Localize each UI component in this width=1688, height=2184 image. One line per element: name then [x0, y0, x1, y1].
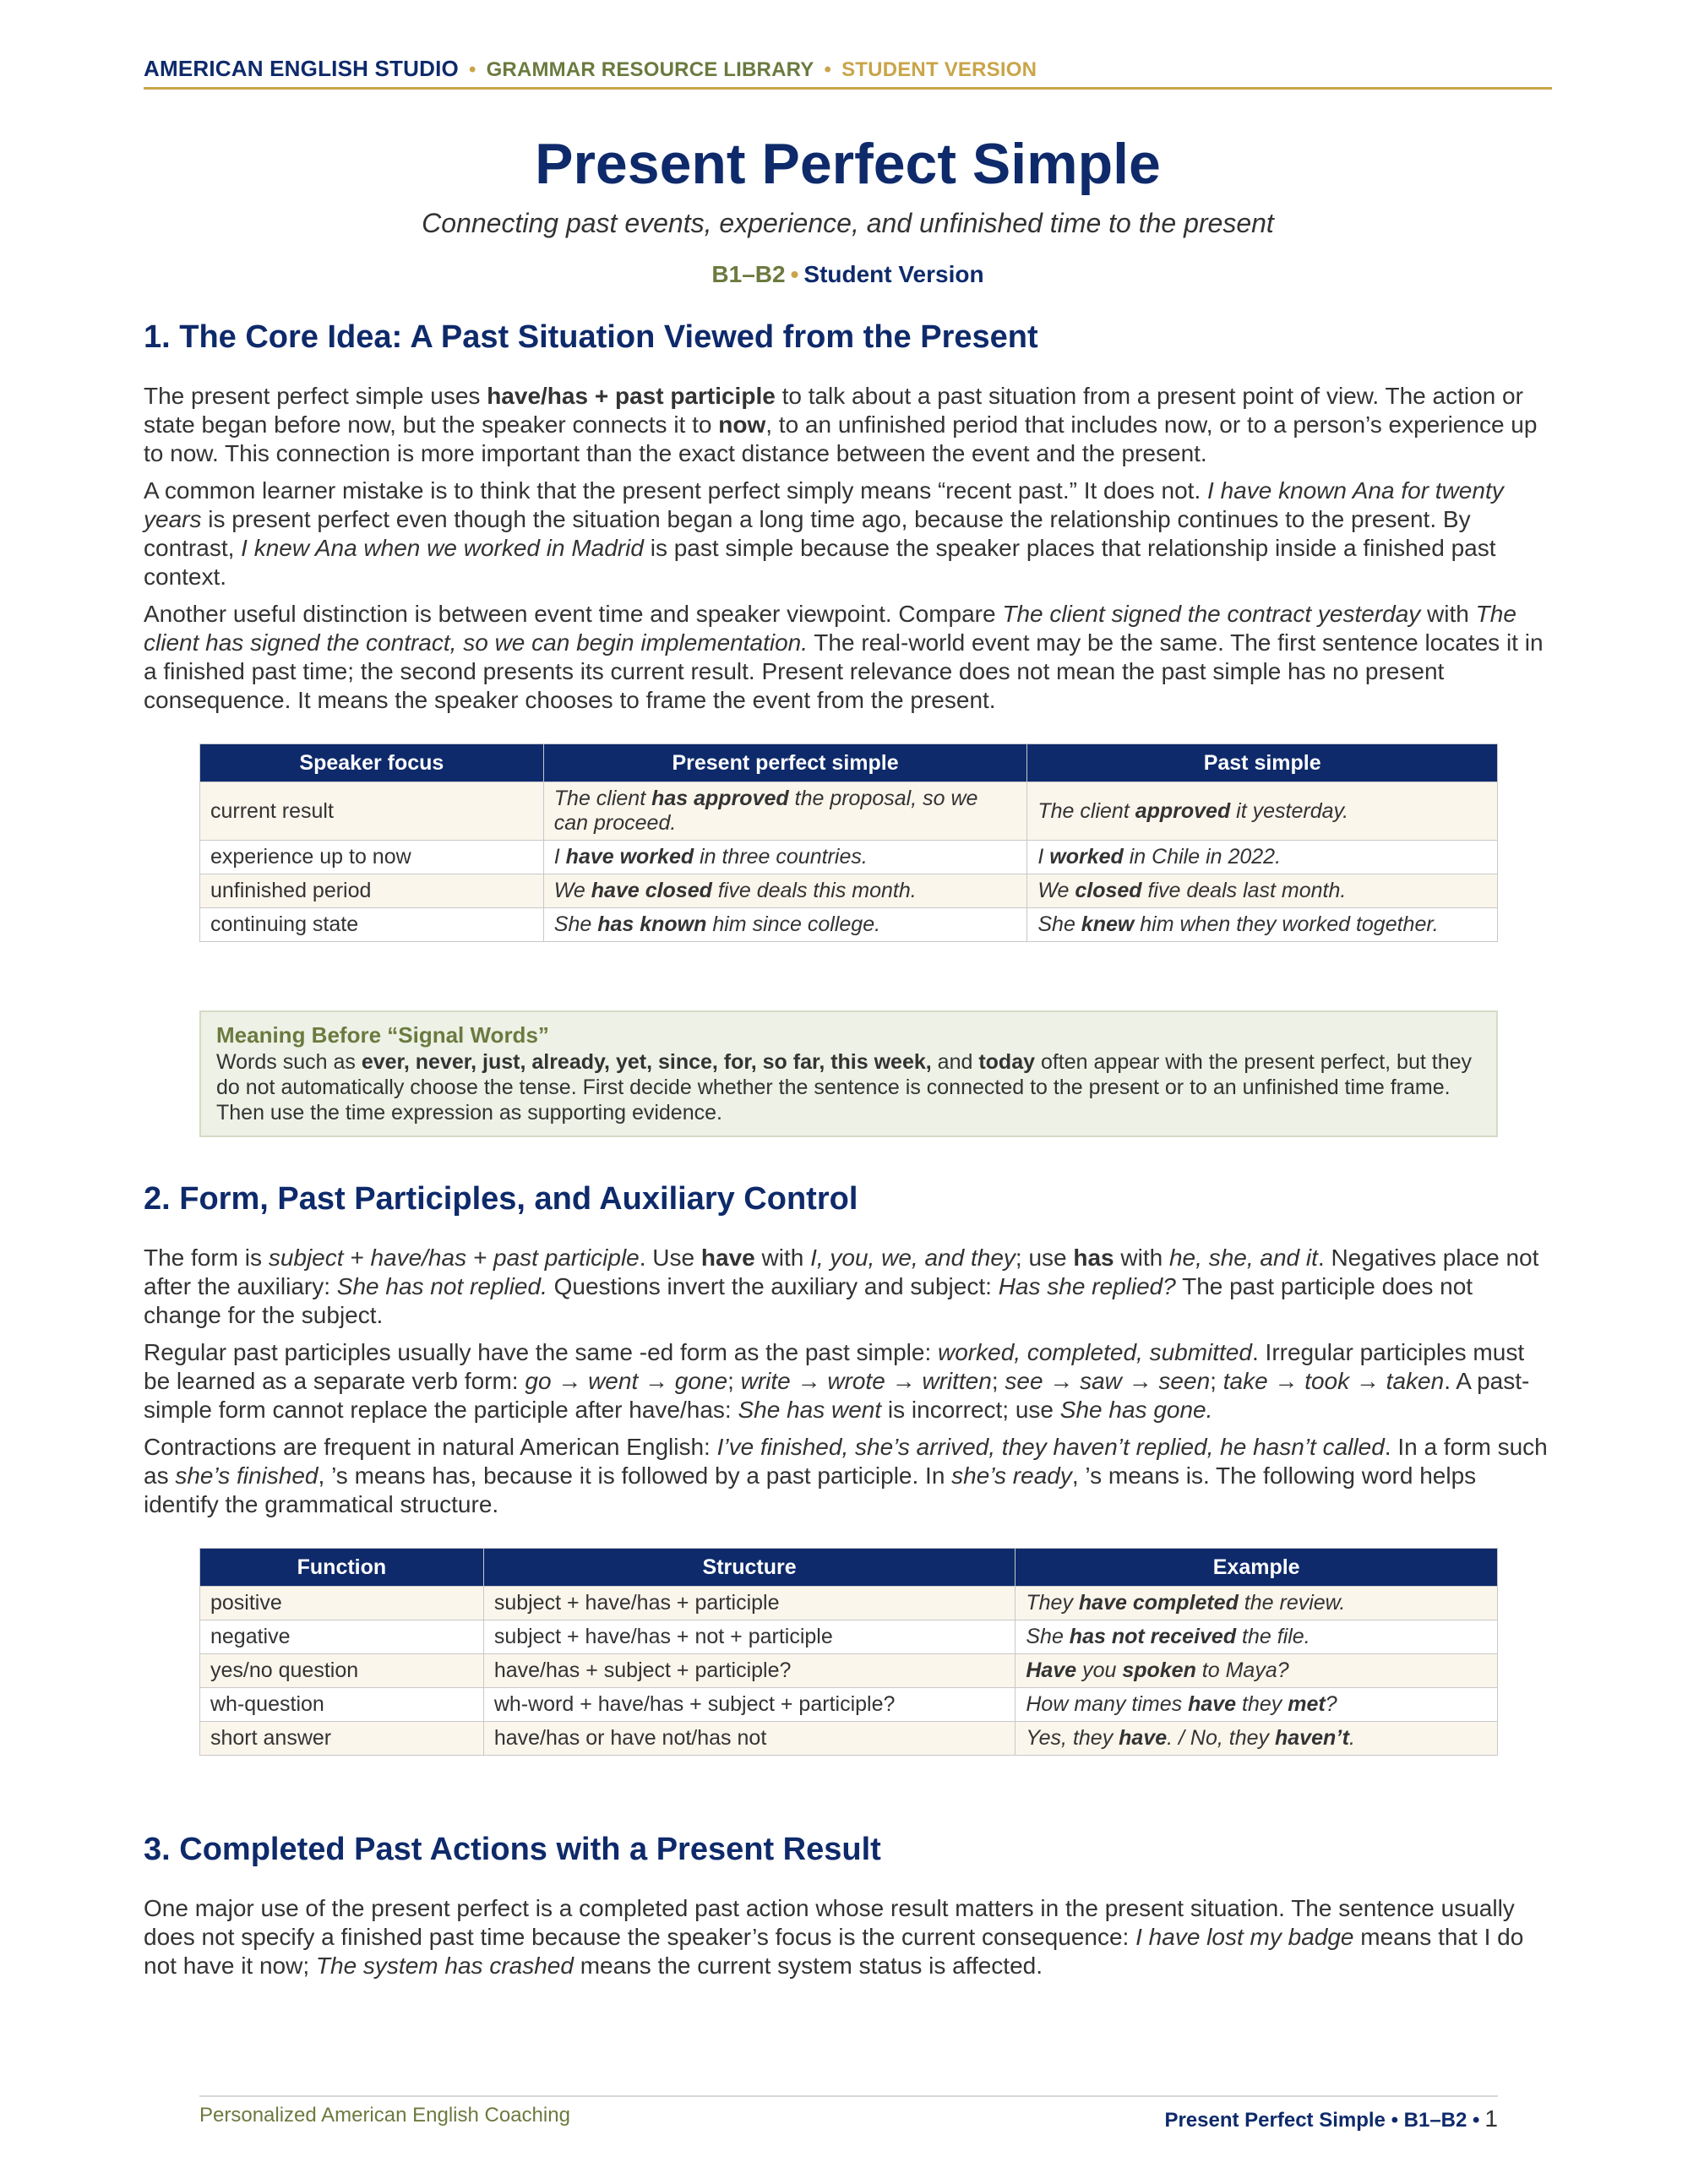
running-header — [144, 56, 1552, 90]
table-row — [200, 1587, 1498, 1620]
page-subtitle: Connecting past events, experience, and unfinished time to the present — [422, 208, 1274, 238]
bold-run: have/has + past participle — [487, 383, 776, 409]
example-cell: Have you spoken to Maya? — [1016, 1654, 1498, 1688]
focus-cell: current result — [200, 782, 544, 841]
paragraph — [144, 477, 1552, 591]
section-heading: 2. Form, Past Participles, and Auxiliary Control — [144, 1181, 858, 1217]
footer-doc-label: Present Perfect Simple • B1–B2 • 1 — [1164, 2105, 1498, 2132]
column-header: Speaker focus — [200, 744, 544, 782]
table-row — [200, 1620, 1498, 1654]
page-footer — [199, 2095, 1498, 2138]
structure-cell: subject + have/has + participle — [483, 1587, 1016, 1620]
italic-run: The client has signed the contract, so we can begin implementation. — [144, 601, 1516, 656]
function-cell: short answer — [200, 1722, 484, 1756]
structure-cell: wh-word + have/has + subject + participle? — [483, 1688, 1016, 1722]
paragraph: The form is subject + have/has + past participle. Use have with I, you, we, and they; use has with he, she, and it. Negatives place not after the auxiliary: She has not replied. Questions invert the auxiliary and subject: Has she replied? The past participle does not change for the subject. — [144, 1244, 1539, 1328]
past-simple-cell: She knew him when they worked together. — [1027, 908, 1498, 942]
example-cell: How many times have they met? — [1016, 1688, 1498, 1722]
brand-name: AMERICAN ENGLISH STUDIO — [144, 56, 459, 81]
function-cell: negative — [200, 1620, 484, 1654]
focus-cell: unfinished period — [200, 874, 544, 908]
footer-coaching-label: Personalized American English Coaching — [199, 2104, 570, 2127]
text-run: The real-world event may be the same. The first sentence locates it in a finished past time; the second presents its current result. Present relevance does not mean the past simple has no present consequence. It means the speaker chooses to frame the event from the present. — [144, 629, 1544, 713]
function-cell: wh-question — [200, 1688, 484, 1722]
focus-cell: experience up to now — [200, 841, 544, 874]
structure-cell: subject + have/has + not + participle — [483, 1620, 1016, 1654]
table-header-row — [200, 744, 1498, 782]
table-row — [200, 1722, 1498, 1756]
text-run: with — [1420, 601, 1476, 627]
section-1 — [144, 318, 1552, 723]
library-name: GRAMMAR RESOURCE LIBRARY — [486, 58, 814, 81]
focus-comparison-table — [199, 743, 1498, 942]
italic-run: The client signed the contract yesterday — [1002, 601, 1421, 627]
table-row — [200, 841, 1498, 874]
structure-cell: have/has or have not/has not — [483, 1722, 1016, 1756]
text-run: The present perfect simple uses — [144, 383, 487, 409]
paragraph — [144, 382, 1552, 468]
form-structure-table — [199, 1548, 1498, 1756]
italic-run: I have known Ana for twenty years — [144, 477, 1504, 532]
example-cell: They have completed the review. — [1016, 1587, 1498, 1620]
bold-run: now — [718, 411, 766, 438]
level-version: Student Version — [803, 261, 984, 287]
present-perfect-cell: I have worked in three countries. — [543, 841, 1027, 874]
header-separator: • — [468, 58, 476, 81]
paragraph: Contractions are frequent in natural American English: I’ve finished, she’s arrived, they haven’t replied, he hasn’t called. In a form such as she’s finished, ’s means has, because it is followed by a past participle. In she’s ready, ’s means is. The following word helps identify the grammatical structure. — [144, 1434, 1548, 1517]
text-run: A common learner mistake is to think that the present perfect simply means “recent past.” It does not. — [144, 477, 1208, 504]
italic-run: I knew Ana when we worked in Madrid — [241, 535, 644, 561]
present-perfect-cell: She has known him since college. — [543, 908, 1027, 942]
note-title: Meaning Before “Signal Words” — [216, 1022, 549, 1048]
level-badge — [144, 260, 1552, 289]
paragraph: Regular past participles usually have the same -ed form as the past simple: worked, completed, submitted. Irregular participles must be learned as a separate verb form: go → went → gone; write → wrote → written; see → saw → seen; take → took → taken. A past-simple form cannot replace the participle after have/has: She has went is incorrect; use She has gone. — [144, 1339, 1530, 1423]
table-row — [200, 874, 1498, 908]
paragraph: One major use of the present perfect is a completed past action whose result matters in the present situation. The sentence usually does not specify a finished past time because the speaker’s focus is the current consequence: I have lost my badge means that I do not have it now; The system has crashed means the current system status is affected. — [144, 1895, 1524, 1979]
table-header-row — [200, 1549, 1498, 1587]
past-simple-cell: The client approved it yesterday. — [1027, 782, 1498, 841]
note-box-wrap — [144, 1010, 1552, 1137]
present-perfect-cell: The client has approved the proposal, so we can proceed. — [543, 782, 1027, 841]
example-cell: Yes, they have. / No, they haven’t. — [1016, 1722, 1498, 1756]
level-separator: • — [790, 261, 799, 287]
column-header: Function — [200, 1549, 484, 1587]
text-run: is present perfect even though the situation began a long time ago, because the relationship continues to the present. By contrast, — [144, 506, 1471, 561]
text-run: , to an unfinished period that includes now, or to a person’s experience up to now. This connection is more important than the exact distance between the event and the present. — [144, 411, 1538, 466]
table-row — [200, 908, 1498, 942]
table-row — [200, 1688, 1498, 1722]
signal-words-note — [199, 1010, 1498, 1137]
page-title: Present Perfect Simple — [535, 132, 1161, 196]
table-row — [200, 782, 1498, 841]
text-run: Another useful distinction is between event time and speaker viewpoint. Compare — [144, 601, 1003, 627]
section-heading: 3. Completed Past Actions with a Present Result — [144, 1832, 881, 1867]
table-row — [200, 1654, 1498, 1688]
present-perfect-cell: We have closed five deals this month. — [543, 874, 1027, 908]
function-cell: positive — [200, 1587, 484, 1620]
text-run: is past simple because the speaker places that relationship inside a finished past context. — [144, 535, 1496, 590]
header-separator: • — [824, 58, 832, 81]
section-heading: 1. The Core Idea: A Past Situation Viewed from the Present — [144, 319, 1038, 355]
column-header: Example — [1016, 1549, 1498, 1587]
past-simple-cell: I worked in Chile in 2022. — [1027, 841, 1498, 874]
note-body: Words such as ever, never, just, already, yet, since, for, so far, this week, and today often appear with the present perfect, but they do not automatically choose the tense. First decide whether the sentence is connected to the present or to an unfinished time frame. Then use the time expression as supporting evidence. — [216, 1050, 1473, 1125]
structure-cell: have/has + subject + participle? — [483, 1654, 1016, 1688]
column-header: Structure — [483, 1549, 1016, 1587]
form-table-wrap — [144, 1548, 1552, 1756]
section-3 — [144, 1830, 1552, 1989]
column-header: Past simple — [1027, 744, 1498, 782]
section-2 — [144, 1179, 1552, 1528]
comparison-table-wrap — [144, 743, 1552, 942]
example-cell: She has not received the file. — [1016, 1620, 1498, 1654]
focus-cell: continuing state — [200, 908, 544, 942]
version-label: STUDENT VERSION — [841, 58, 1037, 81]
text-run: to talk about a past situation from a present point of view. The action or state began before now, but the speaker connects it to — [144, 383, 1523, 438]
paragraph — [144, 600, 1552, 715]
page-number: 1 — [1484, 2105, 1498, 2132]
column-header: Present perfect simple — [543, 744, 1027, 782]
level-code: B1–B2 — [711, 261, 786, 287]
past-simple-cell: We closed five deals last month. — [1027, 874, 1498, 908]
function-cell: yes/no question — [200, 1654, 484, 1688]
title-block — [144, 127, 1552, 289]
